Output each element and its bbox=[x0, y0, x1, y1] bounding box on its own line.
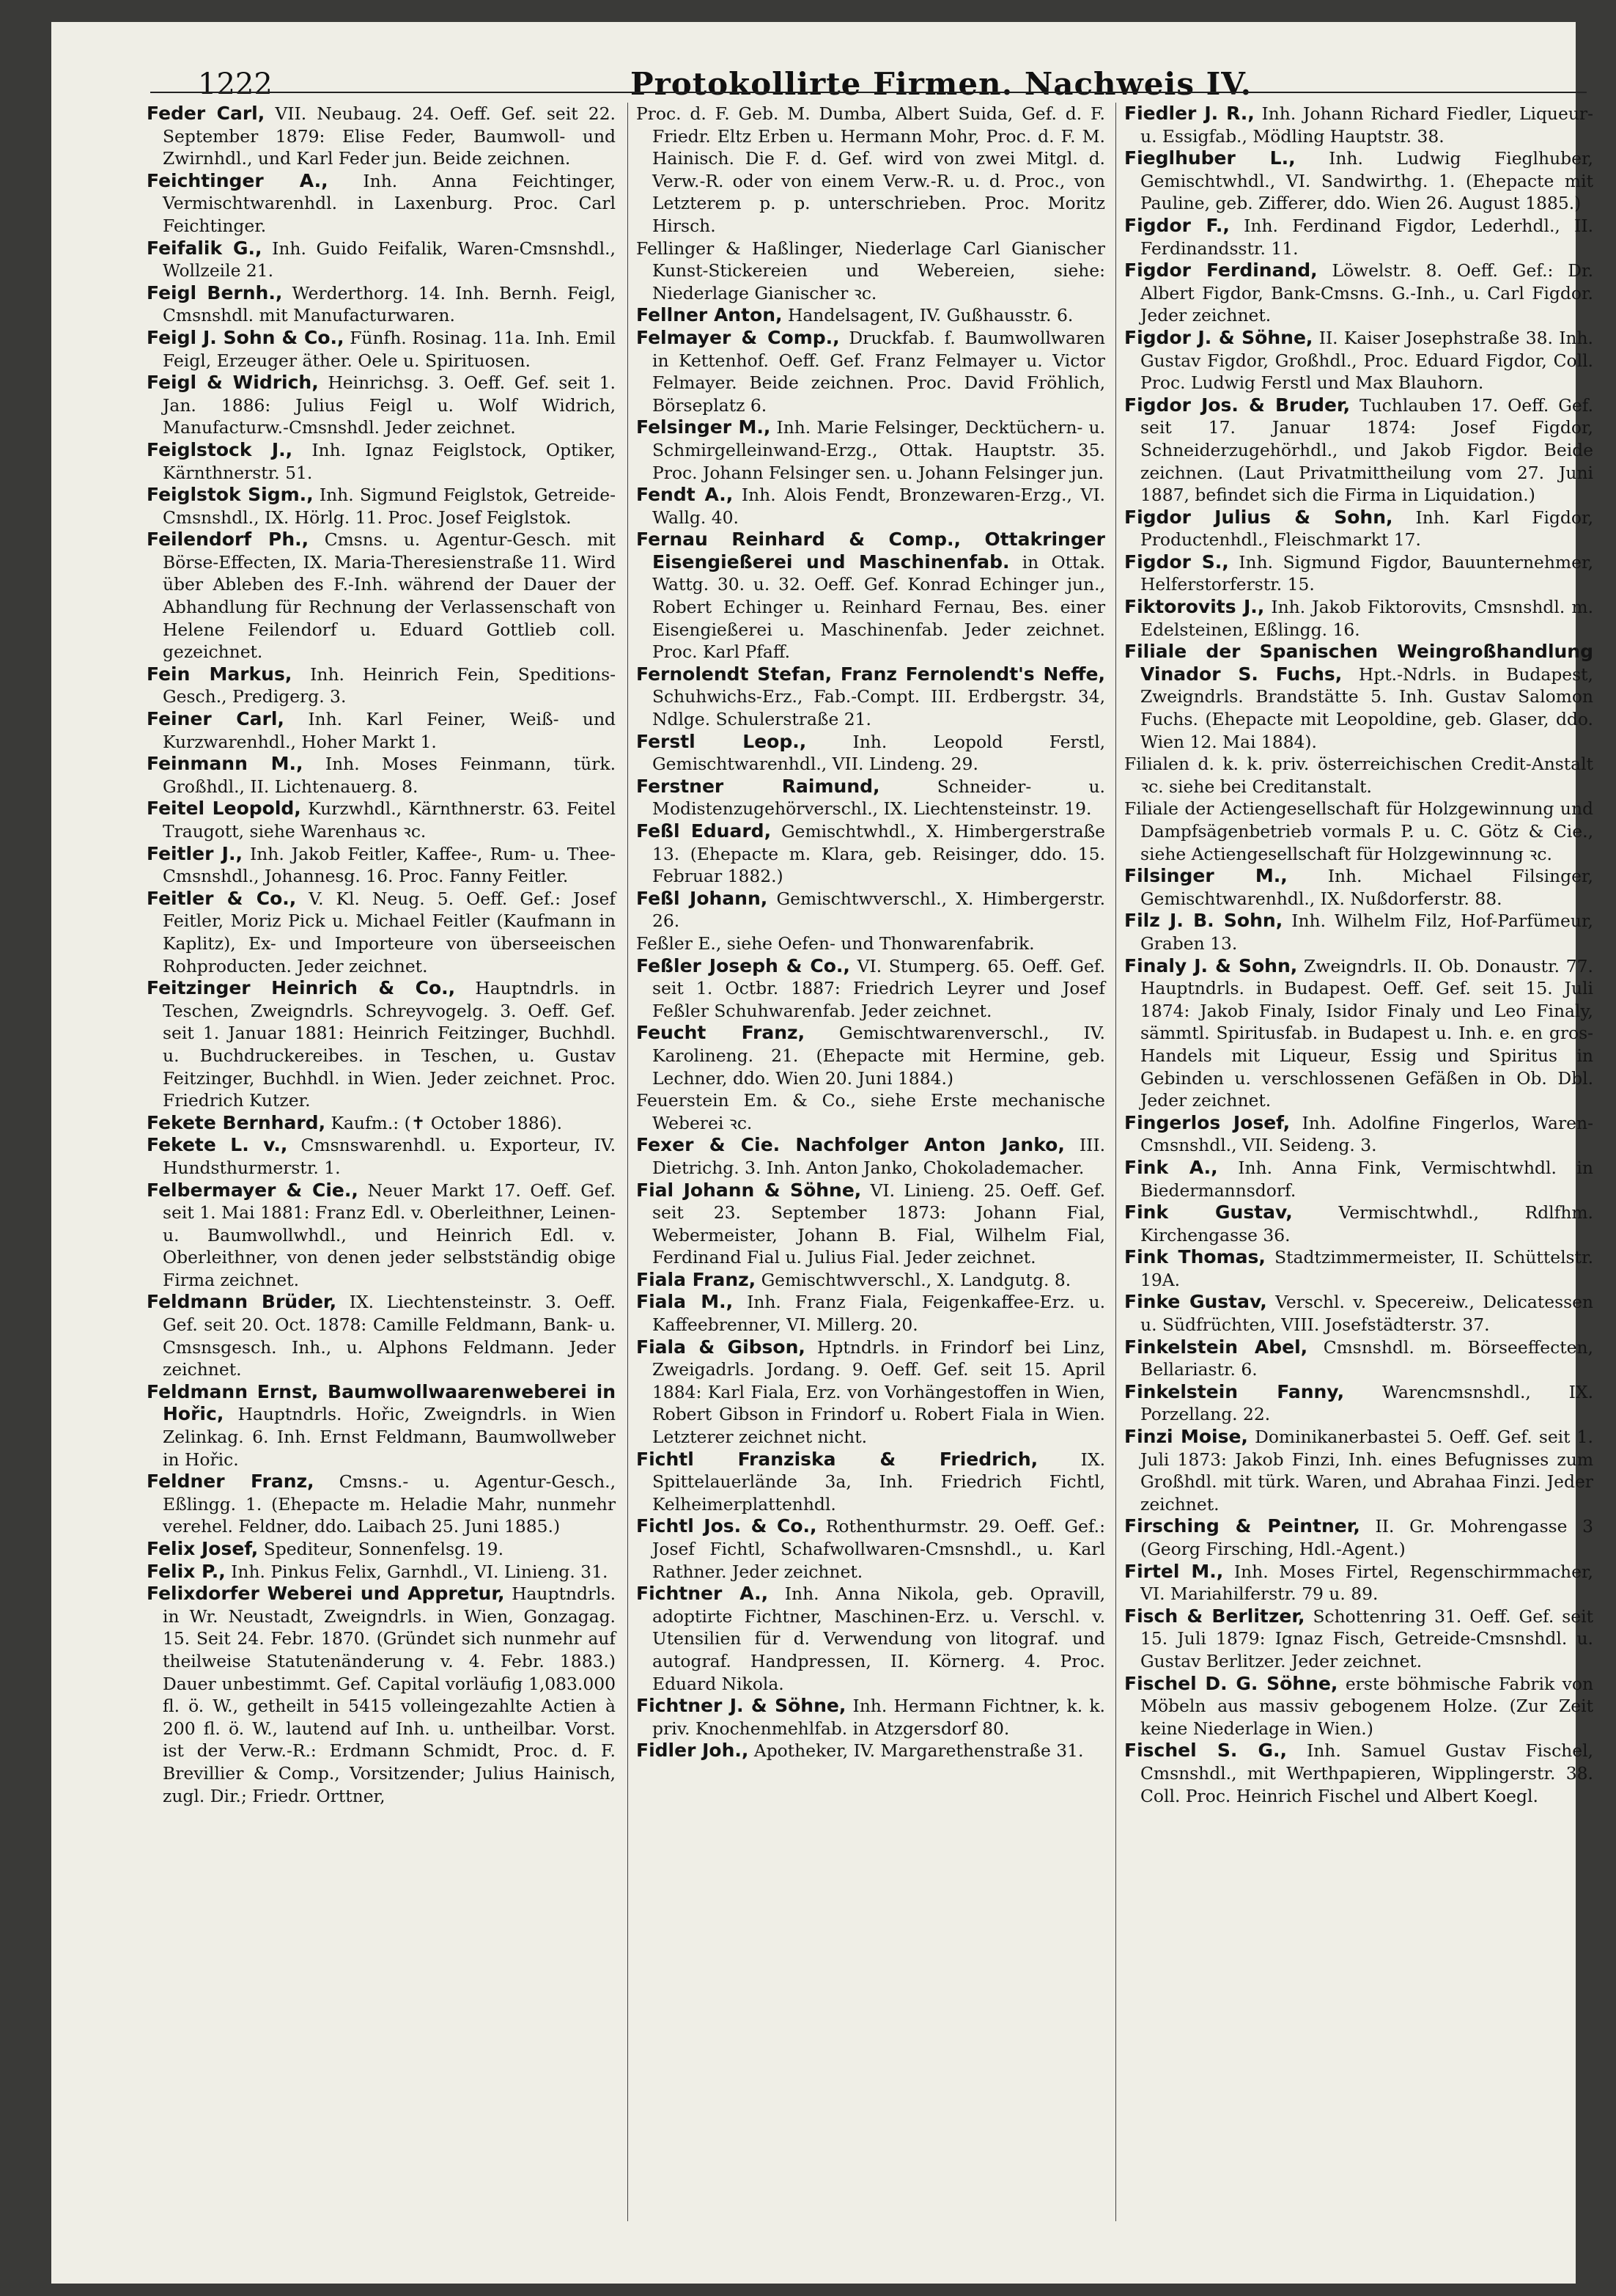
firm-name: Feldner Franz, bbox=[147, 1471, 314, 1493]
directory-entry bbox=[1124, 1426, 1593, 1515]
entry-text: Zweigndrls. II. Ob. Donaustr. 77. Hauptndrls. in Budapest. Oeff. Gef. seit 15. Juli 1874: Jakob Finaly, Isidor Finaly und Leo Finaly, sämmtl. Spiritusfab. in Budapest u. Inh. e. en gros-Handels mit Liqueur, Essig und Spiritus in Gebinden u. verschlossenen Gefäßen in Ob. Dbl. Jeder zeichnet. bbox=[1140, 955, 1593, 1111]
firm-name: Feßl Johann, bbox=[636, 887, 768, 909]
entry-text: Inh. Karl Feiner, Weiß- und Kurzwarenhdl., Hoher Markt 1. bbox=[163, 709, 616, 752]
entry-text: Feßler E., siehe Oefen- und Thonwarenfabrik. bbox=[636, 932, 1035, 954]
directory-entry bbox=[147, 843, 616, 888]
entry-text: Dominikanerbastei 5. Oeff. Gef. seit 1. Juli 1873: Jakob Finzi, Inh. eines Befugnisses zum Großhdl. mit türk. Waren, und Abrahaa Finzi. Jeder zeichnet. bbox=[1140, 1427, 1593, 1515]
directory-entry bbox=[1124, 596, 1593, 641]
entry-text: VI. Linieng. 25. Oeff. Gef. seit 23. September 1873: Johann Fial, Webermeister, Johann B. Fial, Wilhelm Fial, Ferdinand Fial u. Julius Fial. Jeder zeichnet. bbox=[652, 1180, 1106, 1268]
entry-text: Gemischtwarenverschl., IV. Karolineng. 21. (Ehepacte mit Hermine, geb. Lechner, ddo. Wien 20. Juni 1884.) bbox=[652, 1023, 1105, 1089]
entry-text: Handelsagent, IV. Gußhausstr. 6. bbox=[787, 305, 1074, 326]
directory-entry bbox=[1124, 507, 1593, 551]
entry-text: VI. Stumperg. 65. Oeff. Gef. seit 1. Octbr. 1887: Friedrich Leyrer und Josef Feßler Schuhwarenfab. Jeder zeichnet. bbox=[652, 955, 1106, 1021]
entry-text: II. Gr. Mohrengasse 3 (Georg Firsching, Hdl.-Agent.) bbox=[1140, 1516, 1593, 1559]
entry-text: Warencmsnshdl., IX. Porzellang. 22. bbox=[1140, 1381, 1594, 1425]
directory-entry bbox=[147, 439, 616, 484]
directory-entry bbox=[147, 753, 616, 798]
entry-text: VII. Neubaug. 24. Oeff. Gef. seit 22. September 1879: Elise Feder, Baumwoll- und Zwirnhdl., und Karl Feder jun. Beide zeichnen. bbox=[163, 103, 616, 169]
directory-entry bbox=[636, 1583, 1105, 1695]
entry-text: Hptndrls. in Frindorf bei Linz, Zweigadrls. Jordang. 9. Oeff. Gef. seit 15. April 1884: Karl Fiala, Erz. von Vorhängestoffen in Wien, Robert Gibson in Frindorf u. Robert Fiala in Wien. Letzterer zeichnet nicht. bbox=[652, 1336, 1105, 1448]
firm-name: Feitzinger Heinrich & Co., bbox=[147, 977, 456, 999]
directory-entry bbox=[147, 1112, 616, 1135]
entry-text: Inh. Johann Richard Fiedler, Liqueur- u. Essigfab., Mödling Hauptstr. 38. bbox=[1140, 103, 1593, 147]
entry-text: Inh. Jakob Feitler, Kaffee-, Rum- u. Thee-Cmsnshdl., Johannesg. 16. Proc. Fanny Feitler. bbox=[163, 843, 616, 887]
entry-text: Filialen d. k. k. priv. österreichischen Credit-Anstalt ꝛc. siehe bei Creditanstalt. bbox=[1124, 754, 1593, 797]
column-3 bbox=[1124, 103, 1593, 1807]
directory-entry bbox=[1124, 1291, 1593, 1336]
directory-entry bbox=[636, 1089, 1105, 1134]
directory-entry bbox=[636, 416, 1105, 484]
entry-text: IX. Spittelauerlände 3a, Inh. Friedrich Fichtl, Kelheimerplattenhdl. bbox=[652, 1449, 1105, 1515]
directory-entry bbox=[1124, 1336, 1593, 1381]
directory-entry bbox=[147, 1471, 616, 1538]
directory-entry bbox=[636, 776, 1105, 820]
entry-text: Inh. Moses Firtel, Regenschirmmacher, VI. Mariahilferstr. 79 u. 89. bbox=[1140, 1561, 1593, 1605]
directory-entry bbox=[147, 1134, 616, 1179]
directory-entry bbox=[1124, 1740, 1593, 1807]
directory-entry bbox=[1124, 641, 1593, 753]
entry-text: Vermischtwhdl., Rdlfhm. Kirchengasse 36. bbox=[1140, 1202, 1593, 1245]
directory-entry bbox=[636, 484, 1105, 529]
firm-name: Fischel S. G., bbox=[1124, 1740, 1288, 1762]
directory-entry bbox=[636, 663, 1105, 731]
directory-entry bbox=[147, 663, 616, 708]
directory-entry bbox=[1124, 1112, 1593, 1157]
directory-entry bbox=[1124, 103, 1593, 147]
directory-entry bbox=[147, 708, 616, 753]
directory-entry bbox=[147, 1180, 616, 1292]
directory-entry bbox=[1124, 1605, 1593, 1673]
firm-name: Fischel D. G. Söhne, bbox=[1124, 1672, 1338, 1694]
directory-entry bbox=[636, 932, 1105, 955]
entry-text: IX. Liechtensteinstr. 3. Oeff. Gef. seit 20. Oct. 1878: Camille Feldmann, Bank- u. Cmsnsgesch. Inh., u. Alphons Feldmann. Jeder zeichnet. bbox=[163, 1292, 616, 1380]
firm-name: Fendt A., bbox=[636, 484, 734, 506]
directory-entry bbox=[636, 1695, 1105, 1740]
entry-text: Fünfh. Rosinag. 11a. Inh. Emil Feigl, Erzeuger äther. Oele u. Spirituosen. bbox=[163, 327, 616, 371]
directory-entry bbox=[1124, 1381, 1593, 1426]
entry-text: Inh. Sigmund Figdor, Bauunternehmer, Helferstorferstr. 15. bbox=[1140, 551, 1593, 595]
directory-entry bbox=[636, 1134, 1105, 1179]
firm-name: Fernolendt Stefan, Franz Fernolendt's Neffe, bbox=[636, 663, 1105, 685]
firm-name: Feinmann M., bbox=[147, 753, 303, 775]
entry-text: Inh. Michael Filsinger, Gemischtwarenhdl., IX. Nußdorferstr. 88. bbox=[1140, 866, 1593, 909]
entry-text: Druckfab. f. Baumwollwaren in Kettenhof. Oeff. Gef. Franz Felmayer u. Victor Felmayer. Beide zeichnen. Proc. David Fröhlich, Börseplatz 6. bbox=[652, 327, 1105, 416]
firm-name: Fieglhuber L., bbox=[1124, 147, 1296, 169]
firm-name: Fichtner A., bbox=[636, 1583, 769, 1605]
entry-text: in Ottak. Wattg. 30. u. 32. Oeff. Gef. Konrad Echinger jun., Robert Echinger u. Reinhard Fernau, Bes. einer Eisengießerei u. Maschinenfab. Jeder zeichnet. Proc. Karl Pfaff. bbox=[652, 551, 1105, 663]
directory-entry bbox=[636, 1291, 1105, 1336]
firm-name: Feucht Franz, bbox=[636, 1022, 805, 1044]
entry-text: Inh. Adolfine Fingerlos, Waren-Cmsnshdl., VII. Seideng. 3. bbox=[1140, 1112, 1593, 1156]
firm-name: Finke Gustav, bbox=[1124, 1291, 1267, 1313]
firm-name: Fink A., bbox=[1124, 1156, 1218, 1178]
directory-entry bbox=[1124, 910, 1593, 954]
entry-text: Gemischtwverschl., X. Landgutg. 8. bbox=[761, 1269, 1071, 1290]
directory-entry bbox=[1124, 1202, 1593, 1246]
entry-text: erste böhmische Fabrik von Möbeln aus massiv gebogenem Holze. (Zur Zeit keine Niederlage in Wien.) bbox=[1140, 1673, 1594, 1739]
directory-entry bbox=[636, 1740, 1105, 1762]
firm-name: Feifalik G., bbox=[147, 237, 262, 259]
directory-entry bbox=[636, 1022, 1105, 1089]
firm-name: Finkelstein Abel, bbox=[1124, 1336, 1308, 1358]
entry-text: Inh. Wilhelm Filz, Hof-Parfümeur, Graben 13. bbox=[1140, 910, 1593, 954]
entry-text: Schottenring 31. Oeff. Gef. seit 15. Juli 1879: Ignaz Fisch, Getreide-Cmsnshdl. u. Gustav Berlitzer. Jeder zeichnet. bbox=[1140, 1605, 1593, 1671]
firm-name: Feßl Eduard, bbox=[636, 820, 772, 842]
entry-text: Kaufm.: (✝ October 1886). bbox=[331, 1112, 563, 1133]
directory-entry bbox=[636, 238, 1105, 305]
entry-text: Inh. Marie Felsinger, Decktüchern- u. Schmirgelleinwand-Erzg., Ottak. Hauptstr. 35. Proc. Johann Felsinger sen. u. Johann Felsinger jun. bbox=[652, 417, 1106, 483]
firm-name: Finzi Moise, bbox=[1124, 1426, 1248, 1448]
directory-entry bbox=[636, 103, 1105, 238]
firm-name: Figdor F., bbox=[1124, 214, 1230, 236]
entry-text: Inh. Ignaz Feiglstock, Optiker, Kärnthnerstr. 51. bbox=[163, 439, 616, 483]
firm-name: Fekete L. v., bbox=[147, 1134, 288, 1156]
directory-entry bbox=[147, 372, 616, 439]
entry-text: Löwelstr. 8. Oeff. Gef.: Dr. Albert Figdor, Bank-Cmsns. G.-Inh., u. Carl Figdor. Jeder zeichnet. bbox=[1140, 260, 1593, 326]
firm-name: Figdor J. & Söhne, bbox=[1124, 326, 1313, 348]
entry-text: Cmsns.- u. Agentur-Gesch., Eßlingg. 1. (Ehepacte m. Heladie Mahr, nunmehr verehel. Feldner, ddo. Laibach 25. Juni 1885.) bbox=[163, 1471, 616, 1537]
entry-text: Inh. Moses Feinmann, türk. Großhdl., II. Lichtenauerg. 8. bbox=[163, 754, 616, 797]
entry-text: Gemischtwhdl., X. Himbergerstraße 13. (Ehepacte m. Klara, geb. Reisinger, ddo. 15. Februar 1882.) bbox=[652, 821, 1105, 887]
firm-name: Fiktorovits J., bbox=[1124, 596, 1265, 618]
directory-entry bbox=[1124, 753, 1593, 798]
entry-text: II. Kaiser Josephstraße 38. Inh. Gustav Figdor, Großhdl., Proc. Eduard Figdor, Coll. Proc. Ludwig Ferstl und Max Blauhorn. bbox=[1140, 327, 1593, 394]
entry-text: Fellinger & Haßlinger, Niederlage Carl Gianischer Kunst-Stickereien und Webereien, siehe: Niederlage Gianischer ꝛc. bbox=[636, 238, 1105, 303]
entry-text: Inh. Sigmund Feiglstok, Getreide-Cmsnshdl., IX. Hörlg. 11. Proc. Josef Feiglstok. bbox=[163, 485, 616, 528]
entry-text: Spediteur, Sonnenfelsg. 19. bbox=[263, 1539, 504, 1559]
firm-name: Ferstner Raimund, bbox=[636, 775, 880, 797]
firm-name: Feiner Carl, bbox=[147, 708, 284, 730]
running-head: Protokollirte Firmen. Nachweis IV. bbox=[630, 66, 1252, 102]
entry-text: Tuchlauben 17. Oeff. Gef. seit 17. Januar 1874: Josef Figdor, Schneiderzugehörhdl., und Jakob Figdor. Beide zeichnen. (Laut Privatmittheilung vom 27. Juni 1887, befindet sich die Firma in Liquidation.) bbox=[1140, 394, 1593, 506]
firm-name: Feigl Bernh., bbox=[147, 282, 283, 303]
entry-text: Hauptndrls. in Teschen, Zweigndrls. Schreyvogelg. 3. Oeff. Gef. seit 1. Januar 1881: Heinrich Feitzinger, Buchhdl. u. Buchdruckereibes. in Teschen, u. Gustav Feitzinger, Buchhdl. in Wien. Jeder zeichnet. Proc. Friedrich Kutzer. bbox=[163, 978, 616, 1111]
directory-entry bbox=[1124, 551, 1593, 596]
directory-entry bbox=[636, 1180, 1105, 1269]
firm-name: Filz J. B. Sohn, bbox=[1124, 910, 1283, 932]
directory-entry bbox=[1124, 798, 1593, 865]
directory-entry bbox=[636, 327, 1105, 416]
firm-name: Fial Johann & Söhne, bbox=[636, 1179, 862, 1201]
entry-text: Inh. Leopold Ferstl, Gemischtwarenhdl., VII. Lindeng. 29. bbox=[652, 731, 1106, 775]
entry-text: Schuhwichs-Erz., Fab.-Compt. III. Erdbergstr. 34, Ndlge. Schulerstraße 21. bbox=[652, 686, 1105, 730]
firm-name: Feder Carl, bbox=[147, 103, 265, 124]
firm-name: Fiala M., bbox=[636, 1291, 734, 1313]
header-rule bbox=[150, 92, 1587, 93]
directory-entry bbox=[147, 238, 616, 282]
directory-entry bbox=[147, 1381, 616, 1471]
firm-name: Fernau Reinhard & Comp., Ottakringer Eisengießerei und Maschinenfab. bbox=[636, 529, 1105, 573]
firm-name: Fink Thomas, bbox=[1124, 1246, 1266, 1268]
directory-entry bbox=[147, 327, 616, 372]
entry-text: Inh. Anna Fink, Vermischtwhdl. in Biedermannsdorf. bbox=[1140, 1157, 1593, 1201]
entry-text: Cmsnshdl. m. Börseeffecten, Bellariastr. 6. bbox=[1140, 1336, 1593, 1380]
firm-name: Fiala & Gibson, bbox=[636, 1336, 805, 1358]
entry-text: Schneider- u. Modistenzugehörverschl., IX. Liechtensteinstr. 19. bbox=[652, 776, 1105, 820]
firm-name: Fekete Bernhard, bbox=[147, 1111, 326, 1133]
directory-entry bbox=[1124, 215, 1593, 260]
directory-entry bbox=[1124, 394, 1593, 507]
firm-name: Fingerlos Josef, bbox=[1124, 1111, 1291, 1133]
firm-name: Fichtner J. & Söhne, bbox=[636, 1695, 846, 1717]
entry-text: Inh. Heinrich Fein, Speditions-Gesch., Predigerg. 3. bbox=[163, 663, 616, 707]
firm-name: Fein Markus, bbox=[147, 663, 292, 685]
firm-name: Fidler Joh., bbox=[636, 1740, 749, 1762]
firm-name: Feigl J. Sohn & Co., bbox=[147, 326, 344, 348]
entry-text: Inh. Anna Nikola, geb. Opravill, adoptirte Fichtner, Maschinen-Erz. u. Verschl. v. Utensilien für d. Verwendung von litograf. und autograf. Handpressen, II. Körnerg. 4. Proc. Eduard Nikola. bbox=[652, 1583, 1106, 1694]
directory-entry bbox=[147, 484, 616, 529]
directory-entry bbox=[147, 888, 616, 977]
directory-entry bbox=[636, 888, 1105, 932]
entry-text: Werderthorg. 14. Inh. Bernh. Feigl, Cmsnshdl. mit Manufacturwaren. bbox=[163, 282, 616, 326]
firm-name: Firsching & Peintner, bbox=[1124, 1515, 1360, 1537]
directory-entry bbox=[147, 1561, 616, 1583]
directory-entry bbox=[636, 955, 1105, 1023]
firm-name: Feiglstock J., bbox=[147, 438, 293, 460]
directory-entry bbox=[1124, 327, 1593, 394]
entry-text: Inh. Alois Fendt, Bronzewaren-Erzg., VI. Wallg. 40. bbox=[652, 485, 1105, 528]
firm-name: Felbermayer & Cie., bbox=[147, 1179, 358, 1201]
entry-text: Feuerstein Em. & Co., siehe Erste mechanische Weberei ꝛc. bbox=[636, 1090, 1105, 1133]
firm-name: Felsinger M., bbox=[636, 416, 771, 438]
firm-name: Firtel M., bbox=[1124, 1560, 1224, 1582]
column-divider bbox=[627, 103, 628, 2221]
firm-name: Feichtinger A., bbox=[147, 169, 328, 191]
directory-entry bbox=[636, 1336, 1105, 1449]
firm-name: Figdor Jos. & Bruder, bbox=[1124, 394, 1351, 416]
firm-name: Figdor Ferdinand, bbox=[1124, 260, 1318, 282]
entry-text: Inh. Anna Feichtinger, Vermischtwarenhdl. in Laxenburg. Proc. Carl Feichtinger. bbox=[163, 170, 616, 236]
firm-name: Feiglstok Sigm., bbox=[147, 484, 314, 506]
entry-text: Apotheker, IV. Margarethenstraße 31. bbox=[753, 1740, 1084, 1762]
directory-entry bbox=[147, 977, 616, 1112]
entry-text: Kurzwhdl., Kärnthnerstr. 63. Feitel Traugott, siehe Warenhaus ꝛc. bbox=[163, 798, 616, 842]
column-divider bbox=[1115, 103, 1116, 2221]
entry-text: Hauptndrls. Hořic, Zweigndrls. in Wien Zelinkag. 6. Inh. Ernst Feldmann, Baumwollweber in Hořic. bbox=[163, 1404, 616, 1470]
entry-text: Inh. Pinkus Felix, Garnhdl., VI. Linieng. 31. bbox=[231, 1561, 608, 1582]
directory-entry bbox=[1124, 1673, 1593, 1740]
entry-text: Proc. d. F. Geb. M. Dumba, Albert Suida, Gef. d. F. Friedr. Eltz Erben u. Hermann Mohr, Proc. d. F. M. Hainisch. Die F. d. Gef. wird von zwei Mitgl. d. Verw.-R. oder von einem Verw.-R. u. d. Proc., von Letzterem p. p. unterschrieben. Proc. Moritz Hirsch. bbox=[636, 103, 1105, 236]
entry-text: Inh. Franz Fiala, Feigenkaffee-Erz. u. Kaffeebrenner, VI. Millerg. 20. bbox=[652, 1292, 1105, 1336]
firm-name: Figdor S., bbox=[1124, 551, 1229, 573]
firm-name: Fellner Anton, bbox=[636, 304, 783, 326]
entry-text: V. Kl. Neug. 5. Oeff. Gef.: Josef Feitler, Moriz Pick u. Michael Feitler (Kaufmann in Kaplitz), Ex- und Importeure von überseeischen Rohproducten. Jeder zeichnet. bbox=[163, 888, 616, 976]
firm-name: Felix P., bbox=[147, 1560, 226, 1582]
column-1 bbox=[147, 103, 616, 1807]
directory-entry bbox=[1124, 260, 1593, 327]
firm-name: Fichtl Jos. & Co., bbox=[636, 1515, 817, 1537]
directory-entry bbox=[636, 529, 1105, 663]
entry-text: Cmsns. u. Agentur-Gesch. mit Börse-Effecten, IX. Maria-Theresienstraße 11. Wird über Ableben des F.-Inh. während der Dauer der Abhandlung für Rechnung der Verlassenschaft von Helene Feilendorf u. Eduard Gottlieb coll. gezeichnet. bbox=[163, 529, 616, 663]
entry-text: Verschl. v. Specereiw., Delicatessen u. Südfrüchten, VIII. Josefstädterstr. 37. bbox=[1140, 1292, 1593, 1336]
entry-text: Inh. Ferdinand Figdor, Lederhdl., II. Ferdinandsstr. 11. bbox=[1140, 215, 1594, 259]
firm-name: Feitel Leopold, bbox=[147, 798, 301, 820]
firm-name: Felix Josef, bbox=[147, 1538, 259, 1559]
entry-text: Inh. Guido Feifalik, Waren-Cmsnshdl., Wollzeile 21. bbox=[163, 238, 616, 282]
directory-entry bbox=[147, 529, 616, 663]
directory-entry bbox=[636, 1515, 1105, 1583]
entry-text: Filiale der Actiengesellschaft für Holzgewinnung und Dampfsägenbetrieb vormals P. u. C. Götz & Cie., siehe Actiengesellschaft für Holzgewinnung ꝛc. bbox=[1124, 798, 1593, 864]
firm-name: Feigl & Widrich, bbox=[147, 372, 319, 394]
directory-entry bbox=[636, 1449, 1105, 1516]
firm-name: Filiale der Spanischen Weingroßhandlung Vinador S. Fuchs, bbox=[1124, 641, 1593, 685]
firm-name: Feitler & Co., bbox=[147, 887, 297, 909]
firm-name: Ferstl Leop., bbox=[636, 730, 807, 752]
entry-text: Rothenthurmstr. 29. Oeff. Gef.: Josef Fichtl, Schafwollwaren-Cmsnshdl., u. Karl Rathner. Jeder zeichnet. bbox=[652, 1516, 1105, 1582]
firm-name: Feldmann Ernst, Baumwollwaarenweberei in Hořic, bbox=[147, 1380, 616, 1425]
firm-name: Felmayer & Comp., bbox=[636, 326, 840, 348]
directory-entry bbox=[147, 170, 616, 238]
entry-text: Cmsnswarenhdl. u. Exporteur, IV. Hundsthurmerstr. 1. bbox=[163, 1135, 616, 1178]
firm-name: Figdor Julius & Sohn, bbox=[1124, 506, 1393, 528]
firm-name: Filsinger M., bbox=[1124, 865, 1288, 887]
column-2 bbox=[636, 103, 1105, 1762]
firm-name: Finkelstein Fanny, bbox=[1124, 1380, 1345, 1402]
firm-name: Fisch & Berlitzer, bbox=[1124, 1605, 1305, 1627]
directory-entry bbox=[636, 1269, 1105, 1292]
directory-entry bbox=[147, 1538, 616, 1561]
directory-entry bbox=[147, 798, 616, 842]
entry-text: Inh. Karl Figdor, Productenhdl., Fleischmarkt 17. bbox=[1140, 507, 1593, 551]
entry-text: Hpt.-Ndrls. in Budapest, Zweigndrls. Brandstätte 5. Inh. Gustav Salomon Fuchs. (Ehepacte mit Leopoldine, geb. Glaser, ddo. Wien 12. Mai 1884). bbox=[1140, 663, 1593, 752]
firm-name: Fichtl Franziska & Friedrich, bbox=[636, 1448, 1038, 1470]
entry-text: Hauptndrls. in Wr. Neustadt, Zweigndrls. in Wien, Gonzagag. 15. Seit 24. Febr. 1870. (Gründet sich nunmehr auf theilweise Statutenänderung v. 4. Febr. 1883.) Dauer unbestimmt. Gef. Capital vorläufig 1,083.000 fl. ö. W., getheilt in 5415 volleingezahlte Actien à 200 fl. ö. W., lautend auf Inh. u. untheilbar. Vorst. ist der Verw.-R.: Erdmann Schmidt, Proc. d. F. Brevillier & Comp., Vorsitzender; Julius Hainisch, zugl. Dir.; Friedr. Orttner, bbox=[163, 1583, 616, 1806]
firm-name: Fexer & Cie. Nachfolger Anton Janko, bbox=[636, 1134, 1065, 1156]
entry-text: Stadtzimmermeister, II. Schüttelstr. 19A. bbox=[1140, 1247, 1593, 1290]
directory-entry bbox=[636, 731, 1105, 776]
firm-name: Fiedler J. R., bbox=[1124, 103, 1255, 124]
entry-text: Inh. Samuel Gustav Fischel, Cmsnshdl., mit Werthpapieren, Wipplingerstr. 38. Coll. Proc. Heinrich Fischel und Albert Koegl. bbox=[1140, 1740, 1593, 1806]
firm-name: Feitler J., bbox=[147, 842, 243, 864]
entry-text: Inh. Hermann Fichtner, k. k. priv. Knochenmehlfab. in Atzgersdorf 80. bbox=[652, 1696, 1105, 1739]
firm-name: Felixdorfer Weberei und Appretur, bbox=[147, 1583, 505, 1605]
firm-name: Fink Gustav, bbox=[1124, 1202, 1293, 1224]
firm-name: Feilendorf Ph., bbox=[147, 529, 309, 551]
directory-entry bbox=[1124, 865, 1593, 910]
directory-entry bbox=[1124, 147, 1593, 215]
directory-entry bbox=[1124, 1157, 1593, 1202]
firm-name: Feldmann Brüder, bbox=[147, 1291, 337, 1313]
directory-entry bbox=[1124, 955, 1593, 1112]
directory-entry bbox=[147, 1583, 616, 1807]
directory-entry bbox=[636, 304, 1105, 327]
directory-entry bbox=[147, 1291, 616, 1380]
directory-entry bbox=[147, 282, 616, 327]
entry-text: Gemischtwverschl., X. Himbergerstr. 26. bbox=[652, 888, 1106, 932]
entry-text: Heinrichsg. 3. Oeff. Gef. seit 1. Jan. 1886: Julius Feigl u. Wolf Widrich, Manufacturw.-Cmsnshdl. Jeder zeichnet. bbox=[163, 372, 616, 438]
directory-entry bbox=[636, 820, 1105, 888]
directory-entry bbox=[1124, 1561, 1593, 1605]
entry-text: Neuer Markt 17. Oeff. Gef. seit 1. Mai 1881: Franz Edl. v. Oberleithner, Leinen- u. Baumwollwhdl., und Heinrich Edl. v. Oberleithner, von denen jeder selbstständig obige Firma zeichnet. bbox=[163, 1180, 616, 1290]
directory-entry bbox=[147, 103, 616, 170]
page-number: 1222 bbox=[198, 67, 273, 101]
firm-name: Feßler Joseph & Co., bbox=[636, 954, 850, 976]
firm-name: Finaly J. & Sohn, bbox=[1124, 954, 1298, 976]
directory-entry bbox=[1124, 1515, 1593, 1560]
directory-entry bbox=[1124, 1246, 1593, 1291]
entry-text: Inh. Ludwig Fieglhuber, Gemischtwhdl., VI. Sandwirthg. 1. (Ehepacte mit Pauline, geb. Zifferer, ddo. Wien 26. August 1885.) bbox=[1140, 148, 1593, 214]
entry-text: Inh. Jakob Fiktorovits, Cmsnshdl. m. Edelsteinen, Eßlingg. 16. bbox=[1140, 597, 1593, 640]
firm-name: Fiala Franz, bbox=[636, 1268, 756, 1290]
entry-text: III. Dietrichg. 3. Inh. Anton Janko, Chokolademacher. bbox=[652, 1135, 1106, 1178]
